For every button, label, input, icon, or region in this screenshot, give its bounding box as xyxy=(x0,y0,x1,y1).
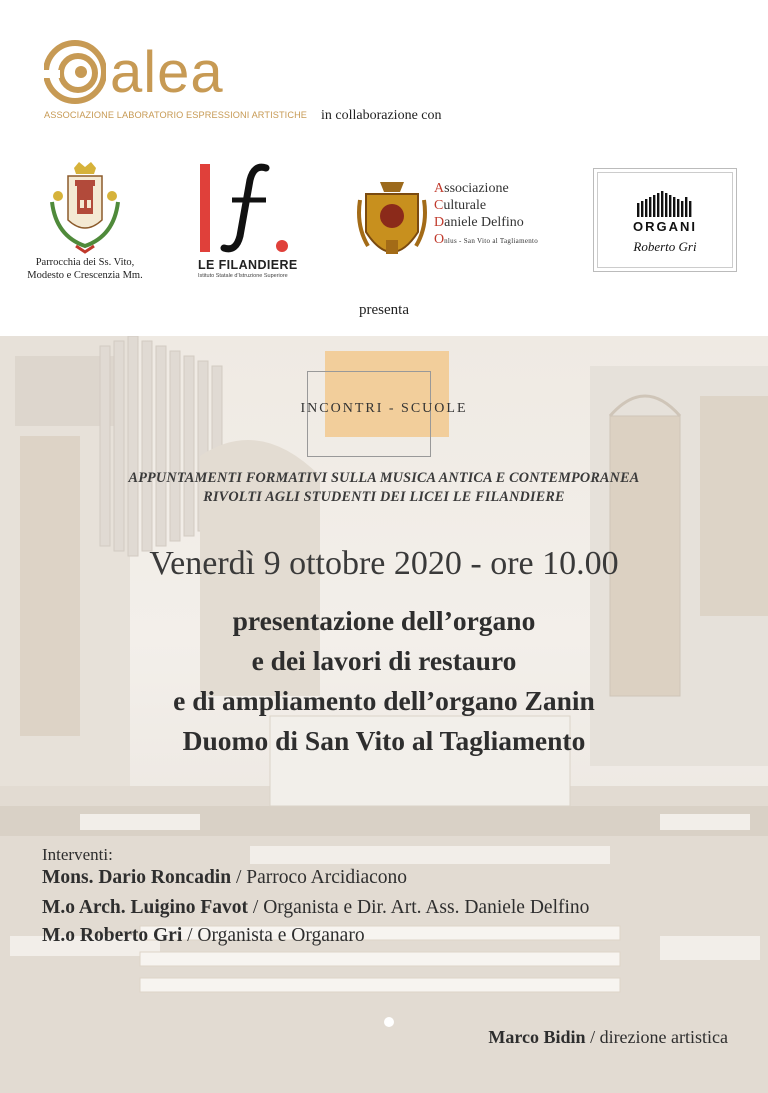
speaker-roncadin: Mons. Dario Roncadin / Parroco Arcidiacono xyxy=(42,867,408,888)
event-subtitle-line-1: APPUNTAMENTI FORMATIVI SULLA MUSICA ANTICA E CONTEMPORANEA xyxy=(128,470,640,486)
organi-name: Roberto Gri xyxy=(633,239,697,254)
event-title-line-1: presentazione dell’organo xyxy=(232,605,536,636)
organ-pipes-icon xyxy=(636,191,696,217)
delfino-name: Associazione Culturale Daniele Delfino Onlus - San Vito al Tagliamento xyxy=(434,181,539,247)
poster-header xyxy=(0,0,768,336)
filandiere-logo-icon xyxy=(196,162,292,256)
partner-organi xyxy=(593,168,737,272)
parish-crest-icon xyxy=(46,162,124,254)
filandiere-brand: LE FILANDIERE xyxy=(198,258,298,272)
series-title: INCONTRI - SCUOLE xyxy=(300,401,468,416)
artistic-director: Marco Bidin / direzione artistica xyxy=(488,1027,728,1047)
parish-label: Parrocchia dei Ss. Vito, Modesto e Crescenzia Mm. xyxy=(27,257,143,281)
speakers-heading: Interventi: xyxy=(42,845,113,864)
event-title-line-3: e di ampliamento dell’organo Zanin xyxy=(173,685,595,716)
collaboration-text: in collaborazione con xyxy=(321,108,442,123)
partner-filandiere xyxy=(190,162,298,284)
alea-wordmark: alea xyxy=(110,40,224,105)
event-subtitle-line-2: RIVOLTI AGLI STUDENTI DEI LICEI LE FILANDIERE xyxy=(203,489,565,505)
filandiere-subtitle: Istituto Statale d'Istruzione Superiore xyxy=(198,273,288,279)
organi-title: ORGANI xyxy=(633,219,697,234)
partner-delfino xyxy=(356,178,556,274)
speaker-favot: M.o Arch. Luigino Favot / Organista e Dir. Art. Ass. Daniele Delfino xyxy=(42,897,590,918)
alea-subtitle: ASSOCIAZIONE LABORATORIO ESPRESSIONI ARTISTICHE xyxy=(44,110,308,120)
partner-parish xyxy=(20,160,150,286)
delfino-crest-icon xyxy=(356,180,428,270)
presents-label: presenta xyxy=(359,302,409,318)
event-title-line-2: e dei lavori di restauro xyxy=(251,645,517,676)
speaker-gri: M.o Roberto Gri / Organista e Organaro xyxy=(42,925,365,946)
event-date: Venerdì 9 ottobre 2020 - ore 10.00 xyxy=(149,545,619,582)
alea-swirl-icon xyxy=(44,40,106,104)
event-title-line-4: Duomo di San Vito al Tagliamento xyxy=(182,725,586,756)
